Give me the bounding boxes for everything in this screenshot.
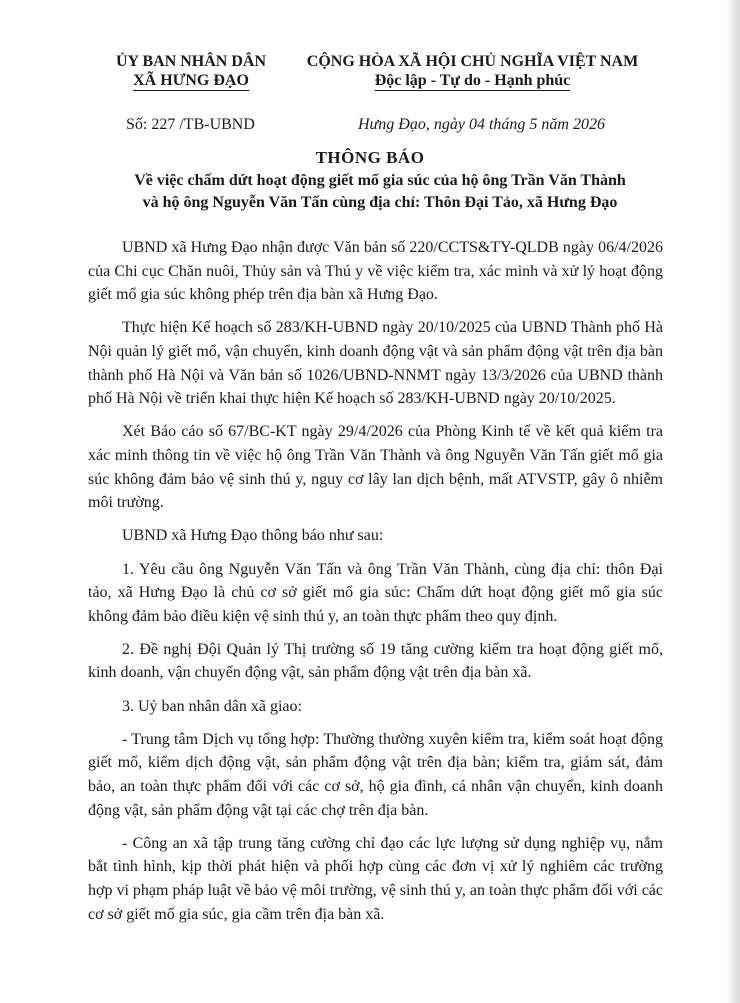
paragraph: - Trung tâm Dịch vụ tổng hợp: Thường thường xuyên kiểm tra, kiểm soát hoạt động giết mổ, kiểm dịch động vật, sản phẩm động vật trên địa bàn; kiểm tra, giám sát, đảm bảo, an toàn thực phẩm đối với các cơ sở, hộ gia đình, cá nhân vận chuyển, kinh doanh động vật, sản phẩm động vật tại các chợ trên địa bàn. — [88, 730, 663, 819]
document-number: Số: 227 /TB-UBND — [126, 116, 255, 133]
org-line-2: XÃ HƯNG ĐẠO — [133, 72, 249, 89]
paragraph: UBND xã Hưng Đạo nhận được Văn bản số 220/CCTS&TY-QLDB ngày 06/4/2026 của Chi cục Chăn nuôi, Thủy sản và Thú y về việc kiểm tra, xác minh và xử lý hoạt động giết mổ gia súc không phép trên địa bàn xã Hưng Đạo. — [88, 239, 663, 304]
document-title: THÔNG BÁO — [315, 148, 425, 167]
paragraph: Thực hiện Kế hoạch số 283/KH-UBND ngày 20/10/2025 của UBND Thành phố Hà Nội quản lý giết mổ, vận chuyển, kinh doanh động vật và sản phẩm động vật trên địa bàn thành phố Hà Nội và Văn bản số 1026/UBND-NNMT ngày 13/3/2026 của UBND thành phố Hà Nội về triển khai thực hiện Kế hoạch số 283/KH-UBND ngày 20/10/2025. — [88, 319, 663, 408]
org-line-1: ỦY BAN NHÂN DÂN — [115, 53, 267, 70]
paragraph: 3. Uỷ ban nhân dân xã giao: — [122, 697, 302, 715]
document-subject — [100, 170, 660, 214]
nation-line-2: Độc lập - Tự do - Hạnh phúc — [374, 72, 571, 89]
subject-line-1: Về việc chấm dứt hoạt động giết mổ gia súc của hộ ông Trần Văn Thành — [134, 172, 626, 189]
nation-line-1: CỘNG HÒA XÃ HỘI CHỦ NGHĨA VIỆT NAM — [306, 53, 639, 70]
national-motto — [300, 52, 645, 90]
subject-line-2: và hộ ông Nguyễn Văn Tấn cùng địa chỉ: Thôn Đại Tảo, xã Hưng Đạo — [142, 194, 618, 211]
paragraph: 2. Đề nghị Đội Quản lý Thị trường số 19 tăng cường kiểm tra hoạt động giết mổ, kinh doanh, vận chuyển động vật, sản phẩm động vật trên địa bàn xã. — [88, 640, 663, 682]
document-body — [88, 236, 663, 936]
issuing-organization — [96, 52, 286, 90]
place-date: Hưng Đạo, ngày 04 tháng 5 năm 2026 — [358, 116, 605, 133]
page-edge-shadow — [726, 0, 740, 1003]
paragraph: - Công an xã tập trung tăng cường chỉ đạo các lực lượng sử dụng nghiệp vụ, nắm bắt tình hình, kịp thời phát hiện và phối hợp cùng các đơn vị xử lý nghiêm các trường hợp vi phạm pháp luật về bảo vệ môi trường, vệ sinh thú y, an toàn thực phẩm đối với các cơ sở giết mổ gia súc, gia cầm trên địa bàn xã. — [88, 834, 663, 923]
paragraph: 1. Yêu cầu ông Nguyễn Văn Tấn và ông Trần Văn Thành, cùng địa chỉ: thôn Đại tảo, xã Hưng Đạo là chủ cơ sở giết mổ gia súc: Chấm dứt hoạt động giết mổ gia súc không đảm bảo điều kiện vệ sinh thú y, an toàn thực phẩm theo quy định. — [88, 560, 663, 625]
paragraph: Xét Báo cáo số 67/BC-KT ngày 29/4/2026 của Phòng Kinh tế về kết quả kiểm tra xác minh thông tin về việc hộ ông Trần Văn Thành và ông Nguyễn Văn Tấn giết mổ gia súc không đảm bảo vệ sinh thú y, nguy cơ lây lan dịch bệnh, mất ATVSTP, gây ô nhiễm môi trường. — [88, 423, 663, 512]
paragraph: UBND xã Hưng Đạo thông báo như sau: — [122, 527, 384, 545]
